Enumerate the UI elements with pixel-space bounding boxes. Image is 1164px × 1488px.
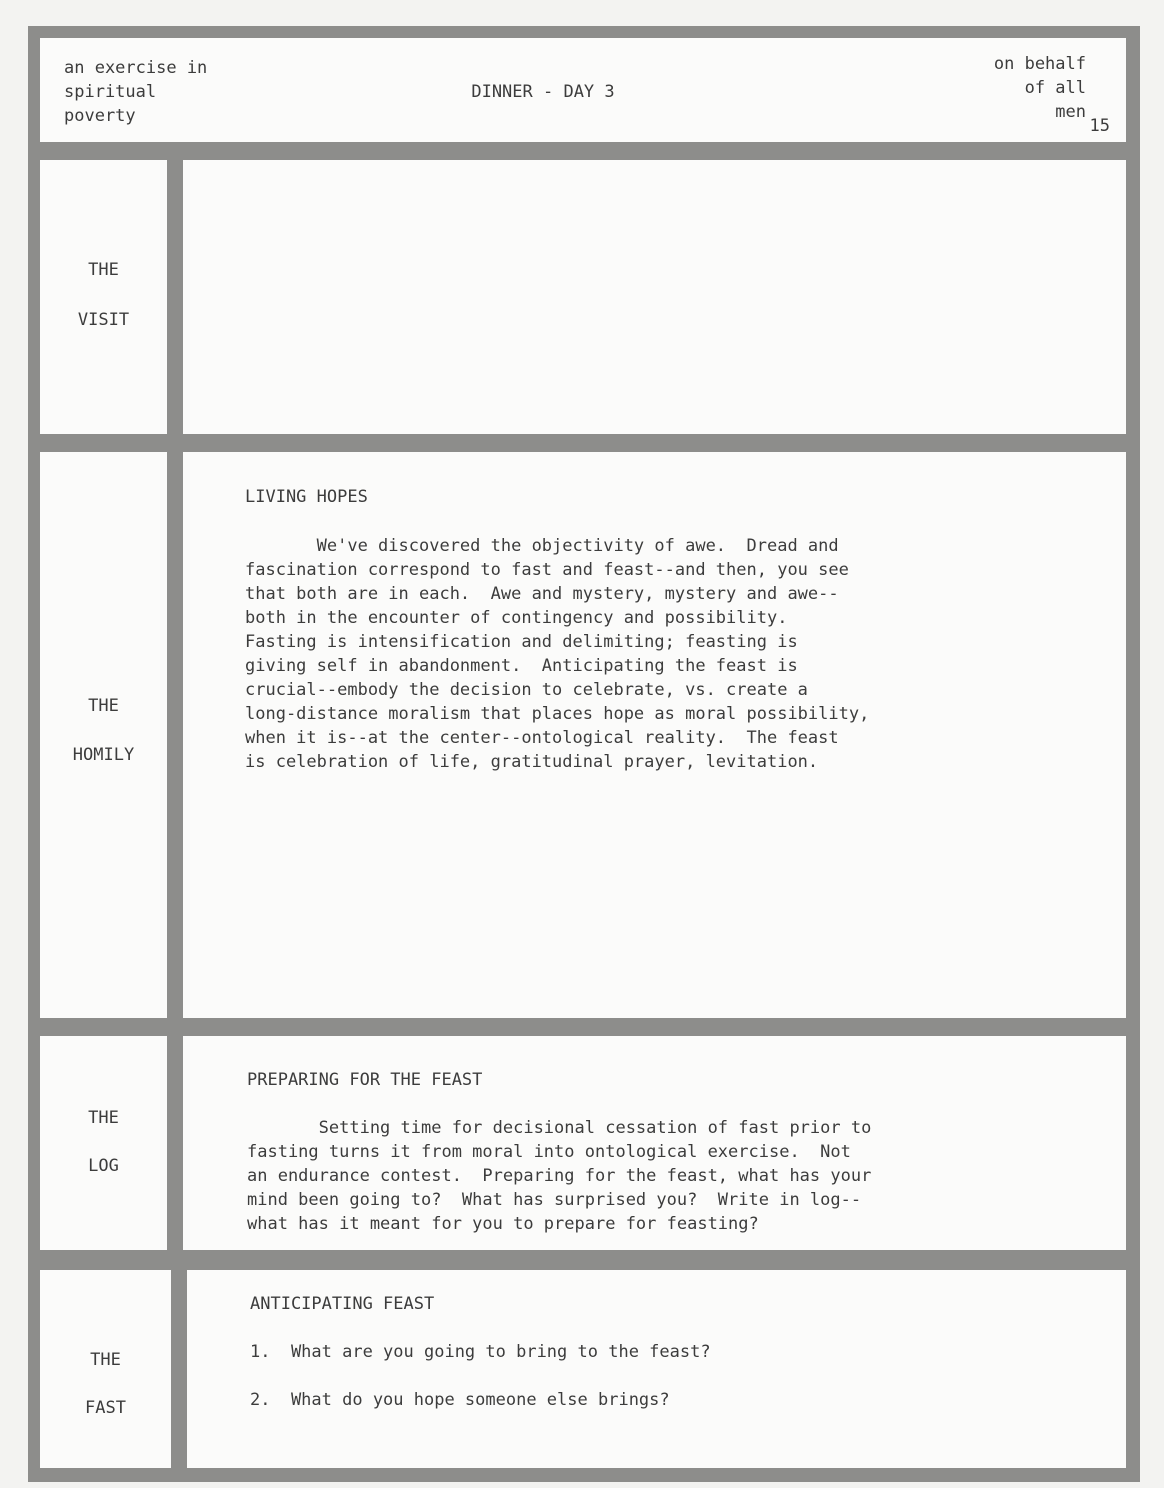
log-label-line-1: THE [88,1108,119,1128]
homily-content-cell [183,452,1126,1018]
log-heading: PREPARING FOR THE FEAST [247,1070,483,1090]
log-label-cell [40,1036,167,1250]
header-right-line-3: men [1055,102,1086,122]
page-number: 15 [1089,116,1110,136]
visit-label-line-2: VISIT [77,310,130,330]
homily-paragraph: We've discovered the objectivity of awe. Dread and fascination correspond to fast and feast--and then, you see that both are in each. Awe and mystery, mystery and awe-- both in the encounter of contingency and possibility. Fasting is intensification and delimiting; feasting is giving self in abandonment. Anticipating the feast is crucial--embody the decision to celebrate, vs. create a long-distance moralism that places hope as moral possibility, when it is--at the center--ontological reality. The feast is celebration of life, gratitudinal prayer, levitation. [245,536,870,772]
log-label-line-2: LOG [88,1156,119,1176]
fast-question-2: 2. What do you hope someone else brings? [250,1390,670,1410]
fast-label-line-2: FAST [85,1398,126,1418]
header-left-line-1: an exercise in [64,58,208,78]
header-right-line-2: of all [1024,78,1086,98]
header-cell [40,38,1126,142]
homily-heading: LIVING HOPES [245,487,368,507]
header-right-line-1: on behalf [993,54,1086,74]
homily-label-line-1: THE [88,696,119,716]
log-content-cell [183,1036,1126,1250]
header-right-text [994,52,1086,124]
header-left-line-2: spiritual [64,82,157,102]
homily-label-cell [40,452,167,1018]
log-paragraph: Setting time for decisional cessation of fast prior to fasting turns it from moral into ontological exercise. Not an endurance contest. Preparing for the feast, what has your mind been going to? What has surprised you? Write in log-- what has it meant for you to prepare for feasting? [247,1118,872,1234]
visit-label-cell [40,160,167,434]
page-title: DINNER - DAY 3 [471,82,615,102]
visit-label-line-1: THE [88,260,119,280]
fast-label-cell [40,1270,171,1468]
homily-label-line-2: HOMILY [72,745,135,765]
header-left-line-3: poverty [64,106,136,126]
fast-content-cell [187,1270,1126,1468]
fast-heading: ANTICIPATING FEAST [250,1294,435,1314]
fast-label-line-1: THE [90,1350,121,1370]
fast-question-1: 1. What are you going to bring to the feast? [250,1342,711,1362]
visit-content-cell [183,160,1126,434]
